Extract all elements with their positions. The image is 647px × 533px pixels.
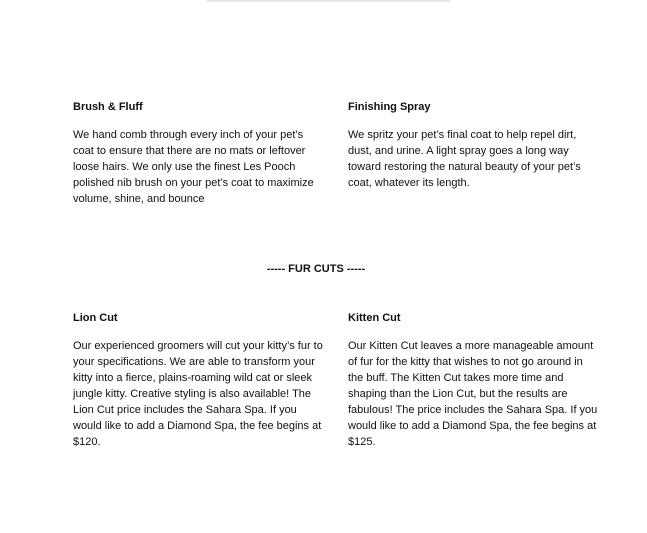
kitten-cut-description: Our Kitten Cut leaves a more manageable amount of fur for the kitty that wishes to not go around in the buff. The Kitten Cut takes more time and shaping than the Lion Cut, but the results are fabulous! The price includes the Sahara Spa. If you would like to add a Diamond Spa, the fee begins at $125. bbox=[348, 340, 598, 448]
brush-fluff-section bbox=[73, 100, 323, 207]
fur-cuts-heading: ----- FUR CUTS ----- bbox=[266, 263, 366, 275]
top-divider bbox=[207, 0, 450, 2]
brush-fluff-title: Brush & Fluff bbox=[73, 101, 143, 113]
kitten-cut-title: Kitten Cut bbox=[348, 312, 401, 324]
kitten-cut-section bbox=[348, 311, 600, 450]
lion-cut-title: Lion Cut bbox=[73, 312, 118, 324]
finishing-spray-section bbox=[348, 100, 598, 191]
lion-cut-section bbox=[73, 311, 323, 450]
finishing-spray-title: Finishing Spray bbox=[348, 101, 431, 113]
lion-cut-description: Our experienced groomers will cut your kitty’s fur to your specifications. We are able to transform your kitty into a fierce, plains-roaming wild cat or sleek jungle kitty. Creative styling is also available! The Lion Cut price includes the Sahara Spa. If you would like to add a Diamond Spa, the fee begins at $120. bbox=[73, 340, 323, 448]
brush-fluff-description: We hand comb through every inch of your pet’s coat to ensure that there are no mats or leftover loose hairs. We only use the finest Les Pooch polished nib brush on your pet’s coat to maximize volume, shine, and bounce bbox=[73, 129, 314, 205]
finishing-spray-description: We spritz your pet’s final coat to help repel dirt, dust, and urine. A light spray goes a long way toward restoring the natural beauty of your pet’s coat, whatever its length. bbox=[348, 129, 581, 189]
